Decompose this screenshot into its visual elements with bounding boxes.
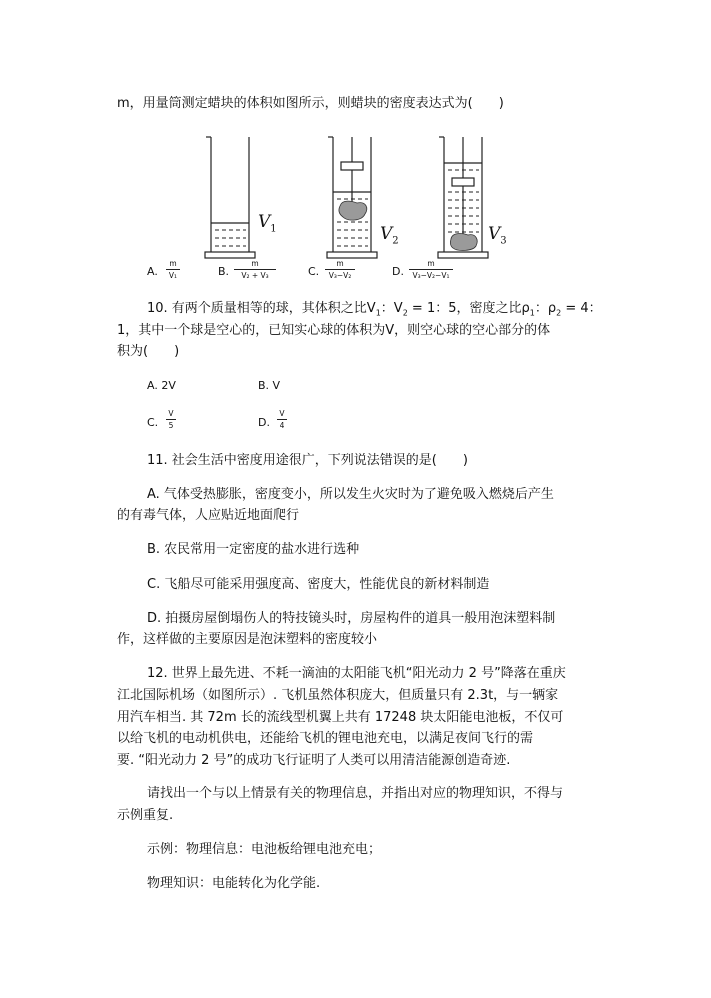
example-physics-info: 示例：物理信息：电池板给锂电池充电； xyxy=(147,842,382,857)
option-c-fraction: m V₃−V₂ xyxy=(325,259,355,280)
option-d-fraction: m V₃−V₂−V₁ xyxy=(409,259,453,280)
question-12-ask-line-2: 示例重复. xyxy=(117,808,174,823)
question-10-line-3: 积为( ) xyxy=(117,344,180,359)
question-11-stem: 11. 社会生活中密度用途很广，下列说法错误的是( ) xyxy=(147,453,468,468)
q11-option-d-line-1: D. 拍摄房屋倒塌伤人的特技镜头时，房屋构件的道具一般用泡沫塑料制 xyxy=(147,611,556,626)
q11-option-c: C. 飞船尽可能采用强度高、密度大，性能优良的新材料制造 xyxy=(147,577,490,592)
q10-option-a: A. 2V xyxy=(147,379,176,392)
q11-option-a-line-1: A. 气体受热膨胀，密度变小，所以发生火灾时为了避免吸入燃烧后产生 xyxy=(147,487,554,502)
option-c-letter: C. xyxy=(308,265,320,278)
question-12-line-1: 12. 世界上最先进、不耗一滴油的太阳能飞机“阳光动力 2 号”降落在重庆 xyxy=(147,666,566,681)
option-d-letter: D. xyxy=(392,265,404,278)
question-9-stem: m，用量筒测定蜡块的体积如图所示，则蜡块的密度表达式为( ) xyxy=(117,96,504,111)
example-physics-knowledge: 物理知识：电能转化为化学能. xyxy=(147,876,321,891)
label-v2: $V_2$ xyxy=(380,224,399,247)
option-b-letter: B. xyxy=(218,265,230,278)
q11-option-a-line-2: 的有毒气体，人应贴近地面爬行 xyxy=(117,508,300,523)
label-v1: $V_1$ xyxy=(258,212,277,235)
question-12-line-5: 要. “阳光动力 2 号”的成功飞行证明了人类可以用清洁能源创造奇迹. xyxy=(117,753,511,768)
question-12-line-4: 以给飞机的电动机供电，还能给飞机的锂电池充电，以满足夜间飞行的需 xyxy=(117,731,534,746)
option-b-fraction: m V₂ + V₃ xyxy=(234,259,276,280)
q11-option-d-line-2: 作，这样做的主要原因是泡沫塑料的密度较小 xyxy=(117,632,378,647)
question-12-ask-line-1: 请找出一个与以上情景有关的物理信息，并指出对应的物理知识，不得与 xyxy=(147,786,564,801)
cylinder-2 xyxy=(327,137,377,258)
q10-option-c-fraction: V 5 xyxy=(166,409,176,430)
question-10-line-2: 1，其中一个球是空心的，已知实心球的体积为V，则空心球的空心部分的体 xyxy=(117,323,551,338)
cylinder-1 xyxy=(205,137,255,258)
question-12-line-3: 用汽车相当. 其 72m 长的流线型机翼上共有 17248 块太阳能电池板，不仅可 xyxy=(117,710,564,725)
q10-option-d-fraction: V 4 xyxy=(277,409,287,430)
q10-option-c-letter: C. xyxy=(147,416,159,429)
question-10-line-1: 10. 有两个质量相等的球，其体积之比$V_1$：$V_2 = 1$：5，密度之比$\rho_1$：$\rho_2 = 4$： xyxy=(147,301,602,318)
wax-block-sunk xyxy=(450,234,477,251)
q11-option-b: B. 农民常用一定密度的盐水进行选种 xyxy=(147,542,360,557)
label-v3: $V_3$ xyxy=(488,224,507,247)
question-12-line-2: 江北国际机场（如图所示）. 飞机虽然体积庞大，但质量只有 2.3t，与一辆家 xyxy=(117,688,559,703)
q10-option-d-letter: D. xyxy=(258,416,270,429)
option-a-letter: A. xyxy=(147,265,158,278)
q10-option-b: B. V xyxy=(258,379,281,392)
option-a-fraction: m V₁ xyxy=(166,259,180,280)
cylinders-drawing xyxy=(0,0,711,300)
wax-block-floating xyxy=(339,201,367,220)
